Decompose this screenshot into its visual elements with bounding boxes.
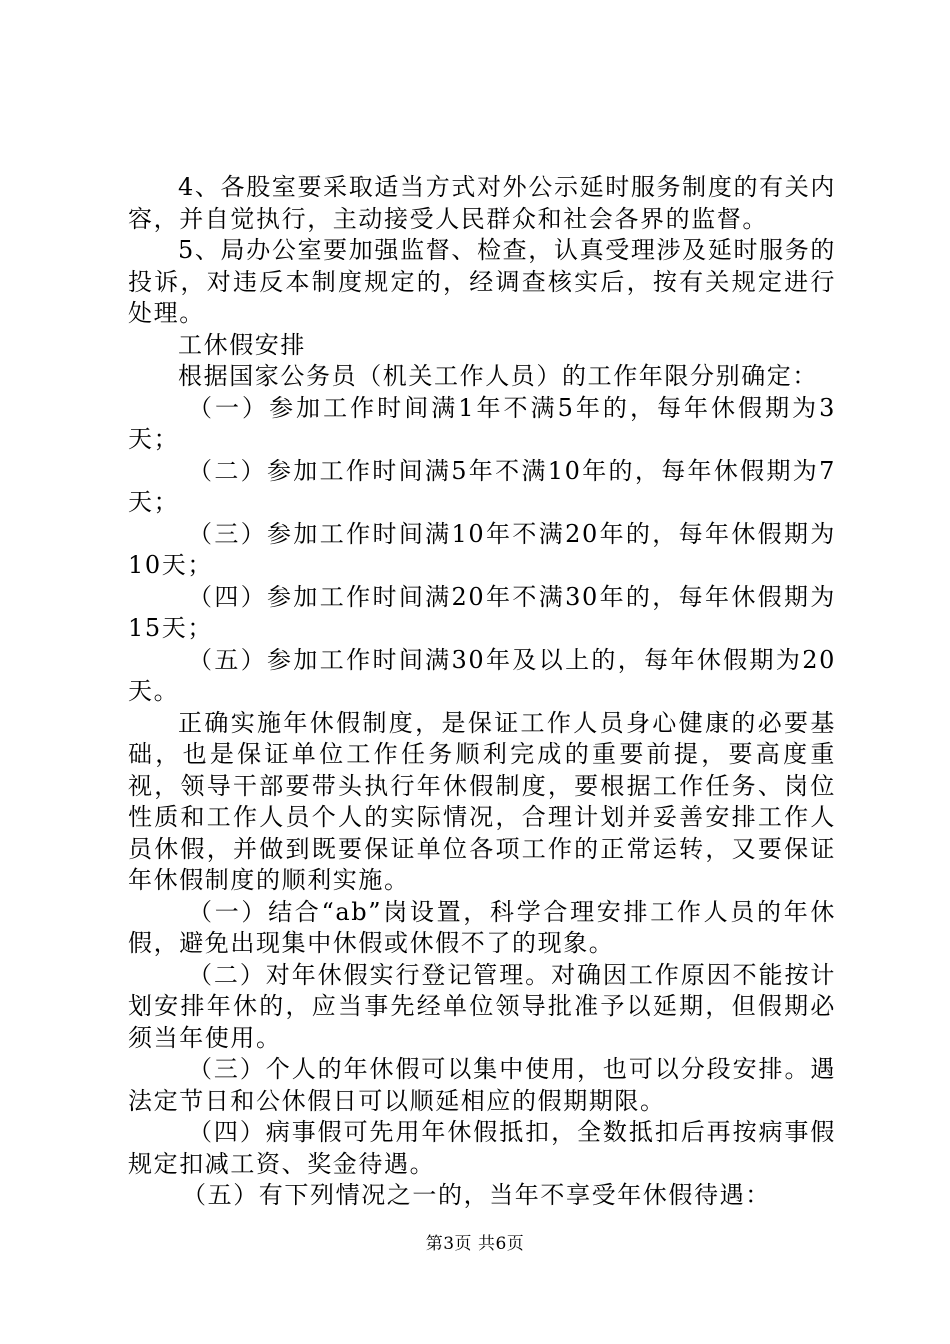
- paragraph-implementation: 正确实施年休假制度，是保证工作人员身心健康的必要基础，也是保证单位工作任务顺利完成的重要前提，要高度重视，领导干部要带头执行年休假制度，要根据工作任务、岗位性质和工作人员个人的实际情况，合理计划并妥善安排工作人员休假，并做到既要保证单位各项工作的正常运转，又要保证年休假制度的顺利实施。: [128, 708, 836, 894]
- section-heading: 工休假安排: [178, 330, 306, 359]
- measure-1: （一）结合“ab”岗设置，科学合理安排工作人员的年休假，避免出现集中休假或休假不了的现象。: [128, 897, 836, 957]
- page-footer: 第3页 共6页: [425, 1234, 525, 1254]
- leave-rule-4: （四）参加工作时间满20年不满30年的，每年休假期为15天；: [128, 582, 836, 642]
- measure-4: （四）病事假可先用年休假抵扣，全数抵扣后再按病事假规定扣减工资、奖金待遇。: [128, 1118, 836, 1178]
- paragraph-item-4: 4、各股室要采取适当方式对外公示延时服务制度的有关内容，并自觉执行，主动接受人民群众和社会各界的监督。: [128, 173, 836, 233]
- measure-3: （三）个人的年休假可以集中使用，也可以分段安排。遇法定节日和公休假日可以顺延相应的假期期限。: [128, 1055, 836, 1115]
- leave-rule-2: （二）参加工作时间满5年不满10年的，每年休假期为7天；: [128, 456, 836, 516]
- leave-rule-1: （一）参加工作时间满1年不满5年的，每年休假期为3天；: [128, 393, 836, 453]
- paragraph-item-5: 5、局办公室要加强监督、检查，认真受理涉及延时服务的投诉，对违反本制度规定的，经调查核实后，按有关规定进行处理。: [128, 236, 836, 327]
- leave-rule-3: （三）参加工作时间满10年不满20年的，每年休假期为10天；: [128, 519, 836, 579]
- measure-2: （二）对年休假实行登记管理。对确因工作原因不能按计划安排年休的，应当事先经单位领导批准予以延期，但假期必须当年使用。: [128, 960, 836, 1052]
- measure-5: （五）有下列情况之一的，当年不享受年休假待遇：: [182, 1181, 771, 1209]
- document-body: [128, 172, 836, 1212]
- paragraph-intro: 根据国家公务员（机关工作人员）的工作年限分别确定：: [178, 362, 818, 390]
- leave-rule-5: （五）参加工作时间满30年及以上的，每年休假期为20天。: [128, 645, 836, 705]
